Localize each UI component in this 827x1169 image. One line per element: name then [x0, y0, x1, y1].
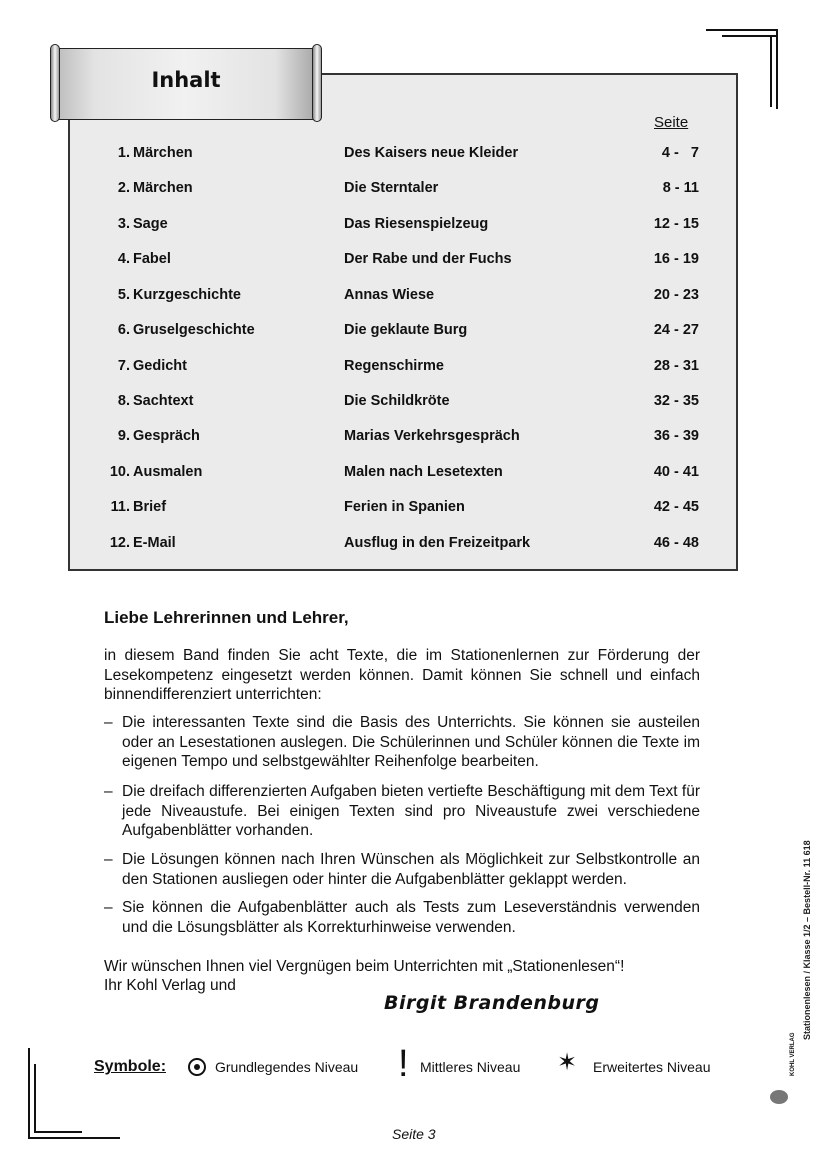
scroll-banner: [48, 44, 324, 122]
toc-category: Gespräch: [133, 428, 200, 444]
toc-number: 4.: [117, 251, 130, 267]
bullet-text: Die Lösungen können nach Ihren Wünschen als Möglichkeit zur Selbstkontrolle an den Stationen ausliegen oder hinter die Aufgabenblätter geklappt werden.: [122, 851, 700, 888]
toc-title: Ausflug in den Freizeitpark: [344, 535, 531, 551]
publisher-logo: KOHL VERLAG: [790, 1032, 796, 1076]
toc-category: E-Mail: [133, 535, 176, 551]
toc-number: 7.: [117, 358, 130, 374]
toc-row[interactable]: [0, 322, 827, 342]
toc-number: 1.: [117, 145, 130, 161]
toc-title: Ferien in Spanien: [344, 499, 465, 515]
toc-row[interactable]: [0, 535, 827, 555]
letter-sender: Ihr Kohl Verlag und: [104, 977, 236, 994]
page-column-header: Seite: [654, 114, 689, 131]
symbols-label: Symbole:: [94, 1058, 167, 1075]
letter-bullet: [104, 713, 700, 772]
divider: [776, 29, 778, 109]
toc-number: 6.: [117, 322, 130, 338]
letter-bullet: [104, 898, 700, 937]
divider: [34, 1131, 82, 1133]
symbol-label-advanced: Erweitertes Niveau: [593, 1059, 711, 1075]
bullet-text: Sie können die Aufgabenblätter auch als Tests zum Leseverständnis verwenden und die Lösungsblätter als Korrekturhinweise verwenden.: [122, 899, 700, 936]
toc-category: Fabel: [133, 251, 171, 267]
toc-category: Gruselgeschichte: [133, 322, 255, 338]
toc-category: Gedicht: [133, 358, 187, 374]
toc-row[interactable]: [0, 287, 827, 307]
toc-category: Sage: [133, 216, 168, 232]
author-signature: Birgit Brandenburg: [384, 992, 600, 1014]
toc-number: 9.: [117, 428, 130, 444]
toc-number: 3.: [117, 216, 130, 232]
toc-category: Brief: [133, 499, 167, 515]
toc-row[interactable]: [0, 216, 827, 236]
toc-category: Kurzgeschichte: [133, 287, 241, 303]
toc-title: Regenschirme: [344, 358, 444, 374]
divider: [770, 35, 772, 107]
toc-row[interactable]: [0, 393, 827, 413]
toc-category: Sachtext: [133, 393, 194, 409]
bullet-text: Die interessanten Texte sind die Basis des Unterrichts. Sie können sie austeilen oder an Lesestationen auslegen. Die Schülerinnen und Schüler können die Texte im eigenen Tempo und selbstgewählter Reihenfolge bearbeiten.: [122, 714, 700, 770]
bullet-text: Die dreifach differenzierten Aufgaben bieten vertiefte Beschäftigung mit dem Text für jede Niveaustufe. Bei einigen Texten sind pro Niveaustufe zwei verschiedene Aufgabenblätter vorhanden.: [122, 783, 700, 839]
toc-pages: 8 - 11: [662, 180, 699, 196]
page-title: Inhalt: [151, 68, 221, 92]
letter-bullet: [104, 782, 700, 841]
toc-pages: 32 - 35: [653, 393, 699, 409]
toc-pages: 40 - 41: [653, 464, 699, 480]
toc-row[interactable]: [0, 358, 827, 378]
dash-bullet-icon: –: [104, 783, 113, 800]
toc-row[interactable]: [0, 180, 827, 200]
toc-pages: 36 - 39: [653, 428, 699, 444]
symbol-label-basic: Grundlegendes Niveau: [215, 1059, 359, 1075]
publisher-logo-tree-icon: [770, 1090, 788, 1104]
circle-dot-icon: [188, 1058, 206, 1076]
toc-title: Marias Verkehrsgespräch: [344, 428, 520, 444]
toc-pages: 4 - 7: [661, 145, 699, 161]
toc-number: 10.: [109, 464, 130, 480]
dash-bullet-icon: –: [104, 851, 113, 868]
letter-closing: Wir wünschen Ihnen viel Vergnügen beim Unterrichten mit „Stationenlesen“!: [104, 958, 625, 975]
toc-pages: 16 - 19: [653, 251, 699, 267]
toc-title: Der Rabe und der Fuchs: [344, 251, 512, 267]
toc-row[interactable]: [0, 145, 827, 165]
toc-number: 12.: [109, 535, 130, 551]
exclamation-icon: !: [398, 1043, 409, 1085]
toc-title: Die Schildkröte: [344, 393, 450, 409]
toc-pages: 42 - 45: [653, 499, 699, 515]
divider: [34, 1064, 36, 1132]
toc-title: Des Kaisers neue Kleider: [344, 145, 519, 161]
toc-pages: 24 - 27: [653, 322, 699, 338]
symbol-label-middle: Mittleres Niveau: [420, 1059, 521, 1075]
toc-title: Die geklaute Burg: [344, 322, 468, 338]
toc-number: 5.: [117, 287, 130, 303]
divider: [706, 29, 778, 31]
dash-bullet-icon: –: [104, 714, 113, 731]
letter-bullet: [104, 850, 700, 889]
dash-bullet-icon: –: [104, 899, 113, 916]
toc-row[interactable]: [0, 428, 827, 448]
toc-number: 11.: [110, 499, 130, 515]
toc-title: Das Riesenspielzeug: [344, 216, 489, 232]
toc-title: Malen nach Lesetexten: [344, 464, 503, 480]
toc-row[interactable]: [0, 464, 827, 484]
toc-title: Die Sterntaler: [344, 180, 439, 196]
toc-category: Ausmalen: [133, 464, 203, 480]
toc-row[interactable]: [0, 251, 827, 271]
letter-greeting: Liebe Lehrerinnen und Lehrer,: [104, 608, 349, 627]
toc-number: 8.: [117, 393, 130, 409]
star-icon: ✶: [557, 1049, 578, 1076]
toc-title: Annas Wiese: [344, 287, 435, 303]
toc-category: Märchen: [133, 180, 193, 196]
toc-pages: 28 - 31: [653, 358, 699, 374]
divider: [28, 1137, 120, 1139]
toc-category: Märchen: [133, 145, 193, 161]
side-footer-text: Stationenlesen / Klasse 1/2 – Bestell-Nr. 11 618: [802, 840, 812, 1040]
divider: [28, 1048, 30, 1138]
toc-pages: 12 - 15: [653, 216, 699, 232]
page-number: Seite 3: [392, 1126, 436, 1142]
toc-row[interactable]: [0, 499, 827, 519]
toc-pages: 20 - 23: [653, 287, 699, 303]
letter-intro: in diesem Band finden Sie acht Texte, die im Stationenlernen zur Förderung der Lesekompetenz eingesetzt werden können. Damit können Sie schnell und einfach binnendifferenziert unterrichten:: [104, 647, 700, 703]
toc-pages: 46 - 48: [653, 535, 699, 551]
toc-number: 2.: [117, 180, 130, 196]
